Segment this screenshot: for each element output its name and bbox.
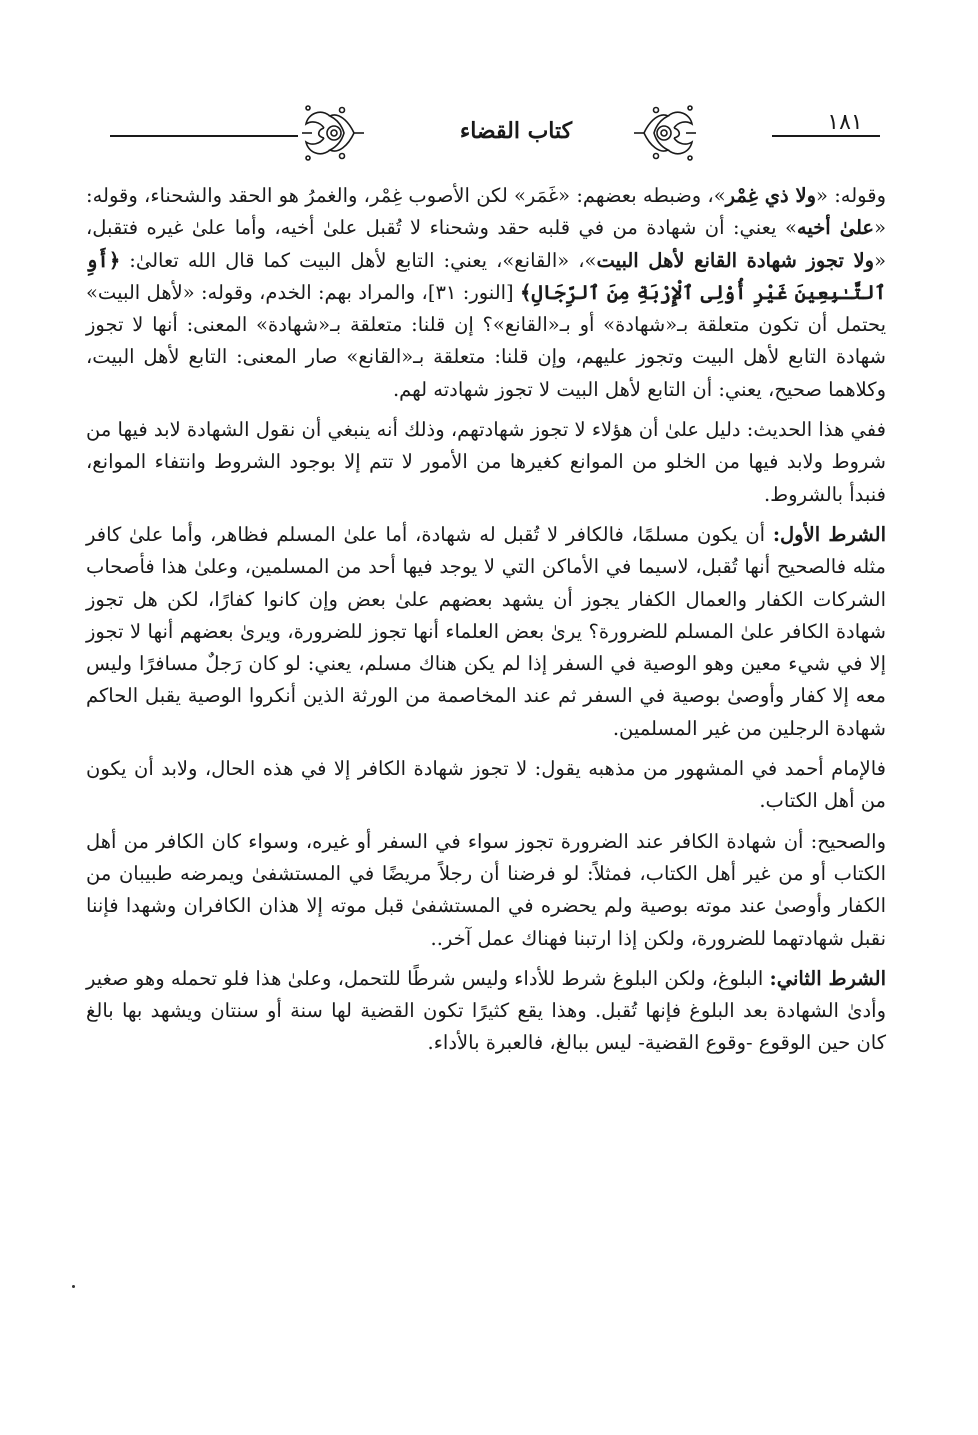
text-run: [النور: ٣١]، والمراد بهم: الخدم، وقوله: «لأهل البيت» يحتمل أن تكون متعلقة بـ«شهادة» أو بـ«القانع»؟ إن قلنا: متعلقة بـ«شهادة» المعنى: أنها لا تجوز شهادة التابع لأهل البيت وتجوز عليهم، وإن قلنا: متعلقة بـ«القانع» صار المعنى: التابع لأهل البيت، وكلاهما صحيح، يعني: أن التابع لأهل البيت لا تجوز شهادته لهم. <box>86 280 886 401</box>
text-run-bold: ولا تجوز شهادة القانع لأهل البيت <box>596 248 875 272</box>
text-run: »، «القانع»، يعني: التابع لأهل البيت كما قال الله تعالىٰ: <box>120 248 597 272</box>
page-header <box>110 102 880 172</box>
text-run: والصحيح: أن شهادة الكافر عند الضرورة تجوز سواء في السفر أو غيره، وسواء كان الكافر من أهل الكتاب أو من غير أهل الكتاب، فمثلاً: لو فرضنا أن رجلاً مريضًا في المستشفىٰ ويمرضه طبيبان من الكفار وأوصىٰ عند موته بوصية ولم يحضره في المستشفىٰ قبل موته إلا هذان الكافران وشهدا فإننا نقبل شهادتهما للضرورة، ولكن إذا ارتبنا فهناك عمل آخر.. <box>86 829 886 950</box>
paragraph <box>86 826 886 955</box>
floral-ornament-icon <box>298 102 368 164</box>
paragraph <box>86 414 886 511</box>
page-body <box>86 180 886 1068</box>
paragraph <box>86 963 886 1060</box>
condition-heading: الشرط الثاني: <box>769 966 886 990</box>
condition-heading: الشرط الأول: <box>772 522 886 546</box>
paragraph <box>86 753 886 818</box>
text-run: أن يكون مسلمًا، فالكافر لا تُقبل له شهادة، أما علىٰ المسلم فظاهر، وأما علىٰ كافر مثله فالصحيح أنها تُقبل، لاسيما في الأماكن التي لا يوجد فيها أحد من المسلمين، وعلىٰ هذا فأصحاب الشركات الكفار والعمال الكفار يجوز أن يشهد بعضهم علىٰ بعض وإن كانوا كفارًا، لكن هل تجوز شهادة الكافر علىٰ المسلم للضرورة؟ يرىٰ بعض العلماء أنها تجوز للضرورة، ويرىٰ بعضهم أنها لا تجوز إلا في شيء معين وهو الوصية في السفر إذا لم يكن هناك مسلم، يعني: لو كان رَجلٌ مسافرًا وليس معه إلا كفار وأوصىٰ بوصية في السفر ثم عند المخاصمة من الورثة الذين أنكروا الوصية يقبل الحاكم شهادة الرجلين من غير المسلمين. <box>86 522 886 740</box>
text-run: فالإمام أحمد في المشهور من مذهبه يقول: لا تجوز شهادة الكافر إلا في هذه الحال، ولابد أن يكون من أهل الكتاب. <box>86 757 886 813</box>
text-run-bold: ولا ذي غِمْر <box>725 184 817 207</box>
header-rule-right <box>772 135 880 137</box>
paragraph <box>86 519 886 745</box>
text-run: ففي هذا الحديث: دليل علىٰ أن هؤلاء لا تجوز شهادتهم، وذلك أنه ينبغي أن نقول الشهادة لابد فيها من شروط ولابد فيها من الخلو من الموانع كغيرها من الأمور لا تتم إلا بوجود الشروط وانتفاء الموانع، فنبدأ بالشروط. <box>86 418 886 506</box>
paragraph <box>86 180 886 406</box>
text-run: »، وضبطه بعضهم: «غَمَر» لكن الأصوب غِمْر، والغمرُ هو الحقد والشحناء، وقوله: « <box>86 184 886 240</box>
scan-dot <box>72 1285 75 1288</box>
header-rule-left <box>110 135 298 137</box>
text-run: البلوغ، ولكن البلوغ شرط للأداء وليس شرطًا للتحمل، وعلىٰ هذا فلو تحمله وهو صغير وأدىٰ الشهادة بعد البلوغ فإنها تُقبل. وهذا يقع كثيرًا تكون القضية لها سنة أو سنتان ويشهد بها بالغ كان حين الوقوع -وقوع القضية- ليس ببالغ، فالعبرة بالأداء. <box>86 966 886 1055</box>
text-run: » يعني: أن شهادة من في قلبه حقد وشحناء لا تُقبل علىٰ أخيه، وأما علىٰ غيره فتقبل، « <box>86 216 886 272</box>
text-run: وقوله: « <box>816 184 886 207</box>
text-run-bold: علىٰ أخيه <box>796 216 875 240</box>
quran-verse: ﴿أَوِ ٱلتَّـٰبِعِينَ غَيْرِ أُوْلِى ٱلْإِرْبَةِ مِنَ ٱلرِّجَالِ﴾ <box>86 248 886 304</box>
book-title: كتاب القضاء <box>459 118 573 144</box>
page-number: ١٨١ <box>827 110 863 135</box>
